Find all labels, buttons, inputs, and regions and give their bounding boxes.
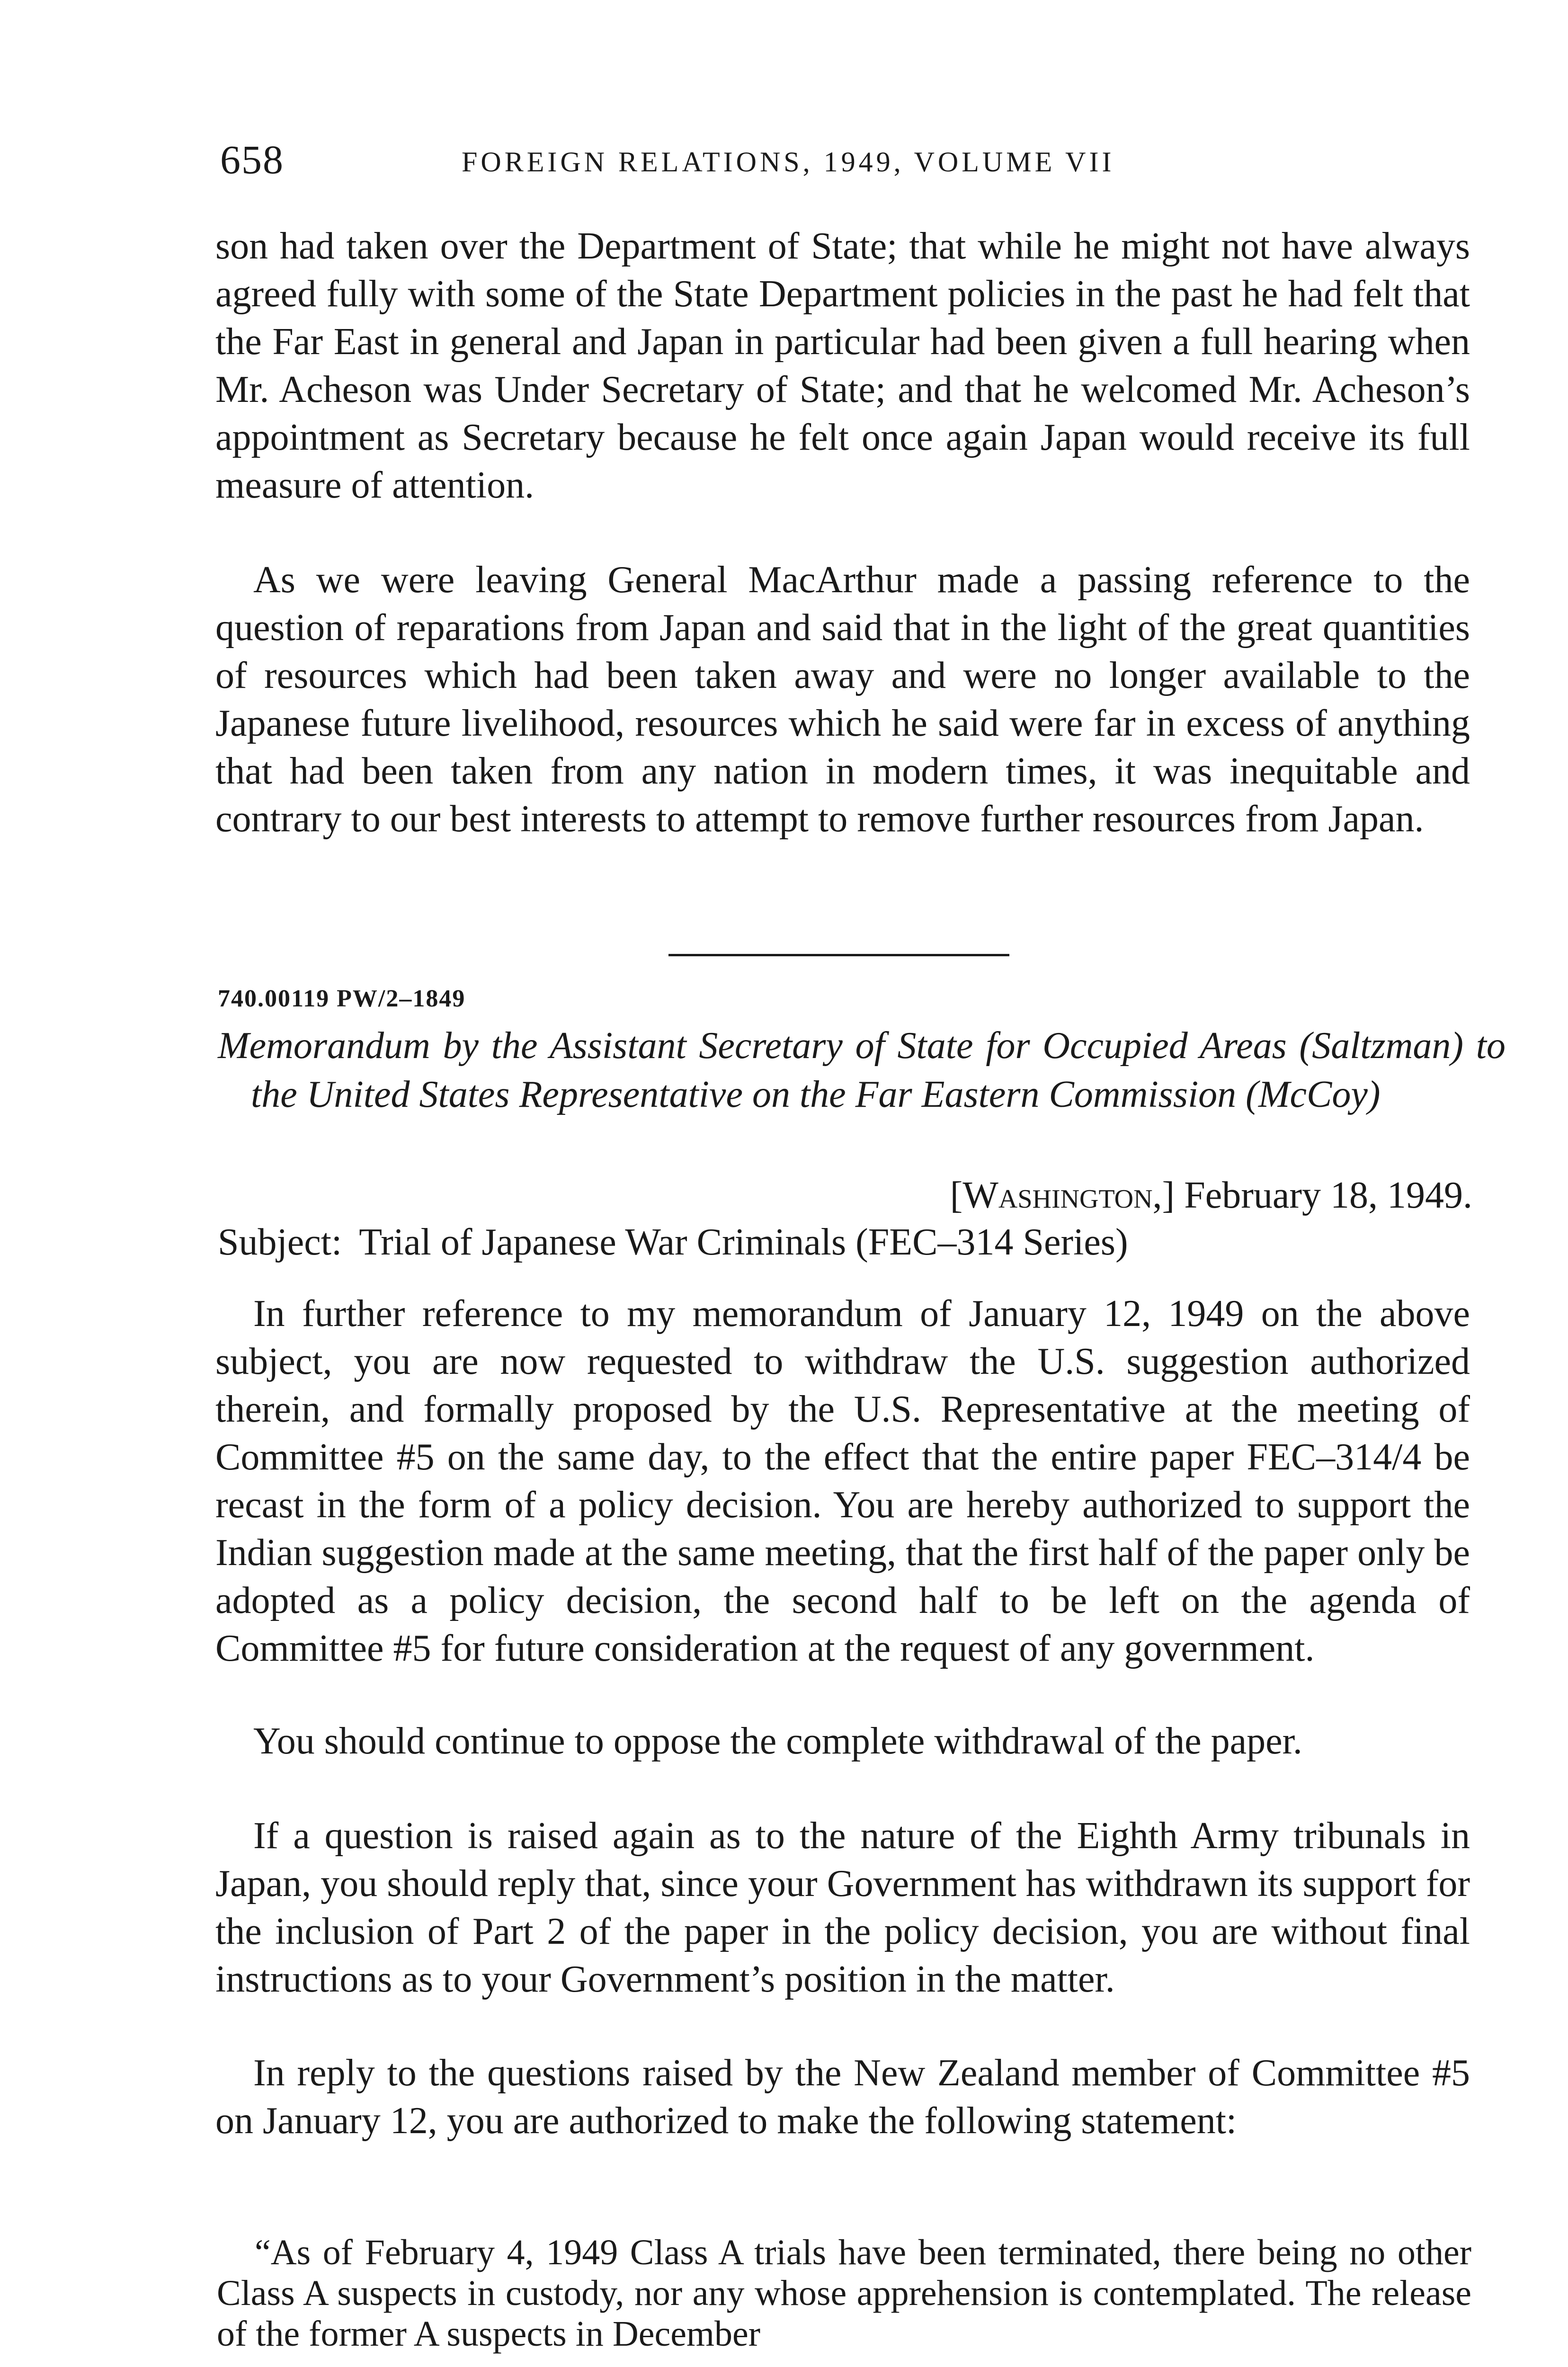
- dateline: [950, 1172, 1472, 1219]
- file-number: 740.00119 PW/2–1849: [218, 985, 466, 1012]
- dateline-date: February 18, 1949.: [1184, 1175, 1472, 1216]
- running-title: FOREIGN RELATIONS, 1949, VOLUME VII: [462, 146, 1115, 178]
- memo-paragraph-4: In reply to the questions raised by the New Zealand member of Committee #5 on January 12, you are authorized to make the following statement:: [215, 2052, 1470, 2142]
- quoted-statement: “As of February 4, 1949 Class A trials have been terminated, there being no other Class A suspects in custody, nor any whose apprehension is contemplated. The release of the former A suspects in December: [217, 2233, 1471, 2354]
- subject-label: Subject:: [218, 1221, 342, 1263]
- continuation-paragraph-2: As we were leaving General MacArthur made a passing reference to the question of reparations from Japan and said that in the light of the great quantities of resources which had been taken away and were no longer available to the Japanese future livelihood, resources which he said were far in excess of anything that had been taken from any nation in modern times, it was inequitable and contrary to our best interests to attempt to remove further resources from Japan.: [215, 559, 1470, 840]
- section-divider: [668, 954, 1009, 956]
- dateline-place: [Washington,]: [950, 1175, 1175, 1216]
- page-number: 658: [220, 137, 284, 182]
- continuation-paragraph-1: son had taken over the Department of State; that while he might not have always agreed fully with some of the State Department policies in the past he had felt that the Far East in general and Japan in particular had been given a full hearing when Mr. Acheson was Under Secretary of State; and that he welcomed Mr. Acheson’s appointment as Secretary because he felt once again Japan would receive its full measure of attention.: [215, 225, 1470, 506]
- memo-paragraph-3: If a question is raised again as to the nature of the Eighth Army tribunals in Japan, you should reply that, since your Government has withdrawn its support for the inclusion of Part 2 of the paper in the policy decision, you are without final instructions as to your Government’s position in the matter.: [215, 1815, 1470, 2000]
- page-header: [220, 133, 1470, 186]
- memo-paragraph-2: You should continue to oppose the complete withdrawal of the paper.: [253, 1720, 1302, 1762]
- subject-line: [218, 1219, 1472, 1266]
- subject-text: Trial of Japanese War Criminals (FEC–314 Series): [359, 1221, 1128, 1263]
- memo-paragraph-1: In further reference to my memorandum of January 12, 1949 on the above subject, you are now requested to withdraw the U.S. suggestion authorized therein, and formally proposed by the U.S. Representative at the meeting of Committee #5 on the same day, to the effect that the entire paper FEC–314/4 be recast in the form of a policy decision. You are hereby authorized to support the Indian suggestion made at the same meeting, that the first half of the paper only be adopted as a policy decision, the second half to be left on the agenda of Committee #5 for future consideration at the request of any government.: [215, 1293, 1470, 1669]
- document-title: Memorandum by the Assistant Secretary of State for Occupied Areas (Saltzman) to the United States Representative on the Far Eastern Commission (McCoy): [218, 1025, 1506, 1115]
